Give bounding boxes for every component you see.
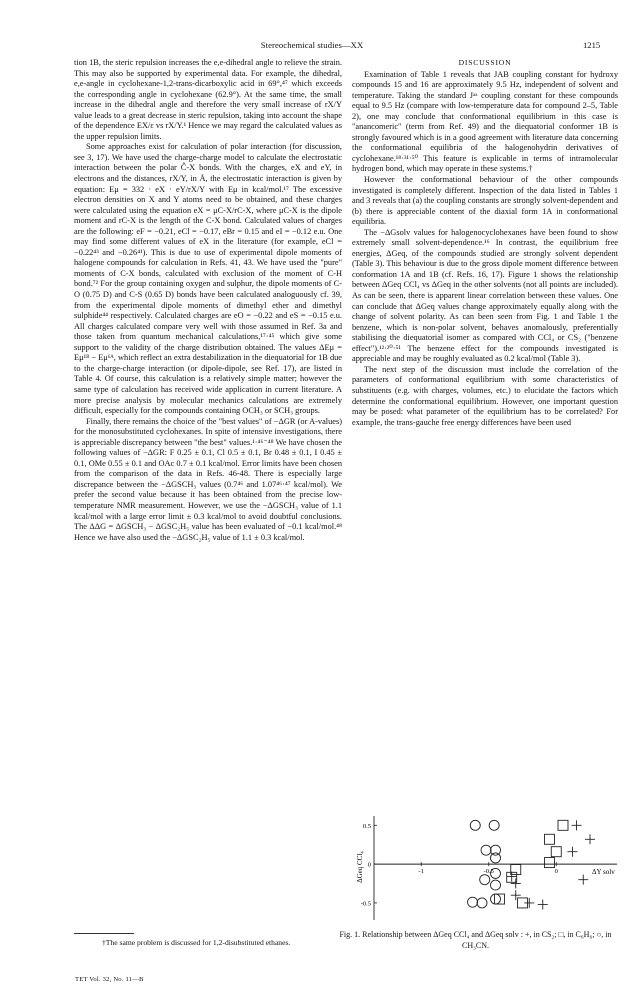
y-tick-label: -0.5 [360, 900, 371, 908]
data-point-plus [538, 899, 548, 909]
journal-line: TET Vol. 32, No. 11—B [75, 976, 144, 983]
data-point-circle [491, 845, 501, 855]
data-point-plus [524, 898, 534, 908]
data-point-circle [481, 845, 491, 855]
page-number: 1215 [583, 40, 601, 50]
left-column [74, 58, 342, 543]
paragraph: Finally, there remains the choice of the "best values" of −ΔGR (or A-values) for the monosubstituted cyclohexanes. In spite of intensive investigations, there is appreciable discrepancy between "the best" values.¹·⁴⁶⁻⁴⁸ We have chosen the following values of −ΔGR: F 0.25 ± 0.1, Cl 0.5 ± 0.1, Br 0.48 ± 0.1, I 0.45 ± 0.1, OMe 0.55 ± 0.1 and OAc 0.7 ± 0.1 kcal/mol. Error limits have been chosen from the comparison of the data in Refs. 46-48. There is especially large discrepance between the −ΔGSCH₃ values (0.7⁴⁶ and 1.07⁴⁶·⁴⁷ kcal/mol). We prefer the second value because it has been obtained from the precise low-temperature NMR measurement. However, we use the −ΔGSCH₃ value of 1.1 kcal/mol with a large error limit ± 0.3 kcal/mol to avoid doubtful conclusions. The ΔΔG = ΔGSCH₃ − ΔGSC₂H₅ value has been evaluated of −0.1 kcal/mol.⁴⁸ Hence we have also used the −ΔGSC₂H₅ value of 1.1 ± 0.3 kcal/mol. [74, 416, 342, 542]
data-point-circle [491, 853, 501, 863]
scatter-plot-svg [352, 810, 622, 925]
data-point-circle [491, 894, 501, 904]
data-point-circle [491, 880, 501, 890]
axis-ticks [361, 823, 558, 908]
data-point-plus [567, 847, 577, 857]
x-tick-label: -1 [418, 868, 424, 876]
data-point-circle [470, 820, 480, 830]
paragraph: However the conformational behaviour of the other compounds investigated is completely different. Inspection of the data listed in Tables 1 and 3 reveals that (a) the coupling constants are strongly solvent-dependent and (b) there is appreciable content of the diaxial form 1A in conformational equilibria. [352, 175, 618, 227]
data-point-square [551, 847, 561, 857]
paragraph: The next step of the discussion must include the correlation of the parameters of conformational equilibrium with some characteristics of substituents (e.g. with charges, volumes, etc.) to elucidate the factors which determine the conformational equilibrium. However, one important question may be posed: what parameter of the equilibrium has to be correlated? For example, the trans-gauche free energy differences have been used [352, 364, 618, 427]
data-point-circle [468, 897, 478, 907]
y-tick-label: 0.5 [362, 822, 371, 830]
paragraph: tion 1B, the steric repulsion increases the e,e-dihedral angle to relieve the strain. This may also be supported by experimental data. For example, the dihedral, e,e-angle in cyclohexane-1,2-trans-dicarboxylic acid in 69°,⁴⁷ which exceeds the corresponding angle in cyclohexane (62.9°). At the same time, the small increase in the dihedral angle and therefore the very small increase of rX/Y value leads to a great decrease in steric repulsion, taking into account the shape of the dependence EX/ε vs rX/Y.¹ Hence we may regard the calculated values as the upper repulsion limits. [74, 58, 342, 141]
x-tick-label: -0.5 [483, 868, 494, 876]
paragraph: Examination of Table 1 reveals that JAB coupling constant for hydroxy compounds 15 and 16 are approximately 9.5 Hz, independent of solvent and temperature. Taking the standard Jᵃᵃ coupling constant for these compounds equal to 9.5 Hz (compare with low-temperature data for compound 2–5, Table 2), one may conclude that conformational equilibrium in this case is "anancomeric" (term from Ref. 49) and the diequatorial conformer 1B is strongly favoured which is in a good agreement with literature data concerning the conformational equilibria of the halogenohydrin derivatives of cyclohexane.¹⁸·³¹·⁵⁰ This feature is explicable in terms of intramolecular hydrogen bond, which may operate in these systems.† [352, 69, 618, 174]
data-points [468, 820, 595, 909]
data-point-square [545, 858, 555, 868]
y-axis-label: ΔGeq CCl₄ [356, 851, 364, 883]
y-tick-label: 0 [367, 861, 371, 869]
paragraph: Some approaches exist for calculation of polar interaction (for discussion, see 3, 17). We have used the charge-charge model to calculate the electrostatic interaction between the polar Ĉ-X bonds. With the charges, eX and eY, in electrons and the distances, rX/Y, in Å, the electrostatic interaction is given by equation: Eμ = 332 · eX · eY/rX/Y with Eμ in kcal/mol.¹⁷ The excessive electron densities on X and Y atoms need to be obtained, and these charges were calculated using the equation eX = μC-X/rC-X, where μC-X is the dipole moment and rC-X is the length of the C-X bond. Calculated values of charges are the following: eF = −0.21, eCl = −0.17, eBr = 0.15 and eI = −0.12 e.u. One may find some different values of eX in the literature (for example, eCl = −0.22⁴³ and −0.26⁴¹). This is due to use of experimental dipole moments of halogene compounds for calculation in Refs. 41, 43. We have used the "pure" moments of C-X bonds, calculated with exclusion of the moment of C-H bond.⁷² For the group containing oxygen and sulphur, the dipole moments of C-O (0.75 D) and C-S (0.65 D) bonds have been calculated analoguously cf. 39, from the experimental dipole moments of dimethyl ether and dimethyl sulphide⁴⁴ respectively. Calculated charges are eO = −0.22 and eS = −0.15 e.u. All charges calculated compare very well with those assumed in Ref. 3a and those taken from quantum mechanical calculations,¹⁷·⁴⁵ which give some support to the validity of the charge distribution obtained. The values ΔEμ = Eμ¹ᴮ − Eμ¹ᴬ, which reflect an extra destabilization in the diequatorial for 1B due to the charge-charge interaction (or dipole-dipole, see Ref. 17), are listed in Table 4. Of course, this calculation is a relatively simple matter; however the same type of calculation has received wide application in current literature. A more precise analysis by molecular mechanics calculations are extremely difficult, especially for the compounds containing OCH₃ or SCH₃ groups. [74, 142, 342, 416]
right-column [352, 58, 618, 428]
data-point-plus [507, 872, 517, 882]
data-point-plus [585, 834, 595, 844]
footnote-rule [74, 933, 134, 934]
figure-caption: Fig. 1. Relationship between ΔGeq CCl₄ and ΔGeq solv : +, in CS₂; □, in C₆H₆; ○, in CH₃CN. [339, 930, 612, 950]
data-point-circle [477, 898, 487, 908]
data-point-plus [511, 879, 521, 889]
data-point-plus [578, 875, 588, 885]
data-point-square [511, 865, 521, 875]
data-point-square [558, 820, 568, 830]
data-point-circle [489, 820, 499, 830]
data-point-plus [572, 820, 582, 830]
data-point-plus [511, 890, 521, 900]
footnote: †The same problem is discussed for 1,2-disubstituted ethanes. [102, 938, 291, 947]
section-heading: DISCUSSION [458, 58, 512, 67]
x-tick-label: 0 [554, 868, 558, 876]
paragraph: The −ΔGsolv values for halogenocyclohexanes have been found to show extremely small solvent-dependence.¹⁶ In contrast, the equilibrium free energies, ΔGeq, of the compounds studied are strongly solvent dependent (Table 3). This behaviour is due to the gross dipole moment difference between conformation 1A and 1B (cf. Refs. 16, 17). Figure 1 shows the relationship between ΔGeq CCl₄ vs ΔGeq in the other solvents (not all points are included). As can be seen, there is apparent linear correlation between these values. One can conclude that ΔGeq values change approximately equally along with the change of solvent polarity. As can been seen from Fig. 1 and Table 1 the benzene, which is non-polar solvent, behaves anomalously, preferentially stabilising the diequatorial isomer as compared with CCl₄ or CS₂ ("benzene effect").¹²·²⁰·⁵¹ The benzene effect for the compounds investigated is appreciable and may be roughly evaluated as 0.2 kcal/mol (Table 3). [352, 227, 618, 364]
x-axis-label: ΔY solv [592, 868, 615, 877]
data-point-square [545, 834, 555, 844]
data-point-circle [480, 875, 490, 885]
running-header-title: Stereochemical studies—XX [260, 40, 364, 50]
